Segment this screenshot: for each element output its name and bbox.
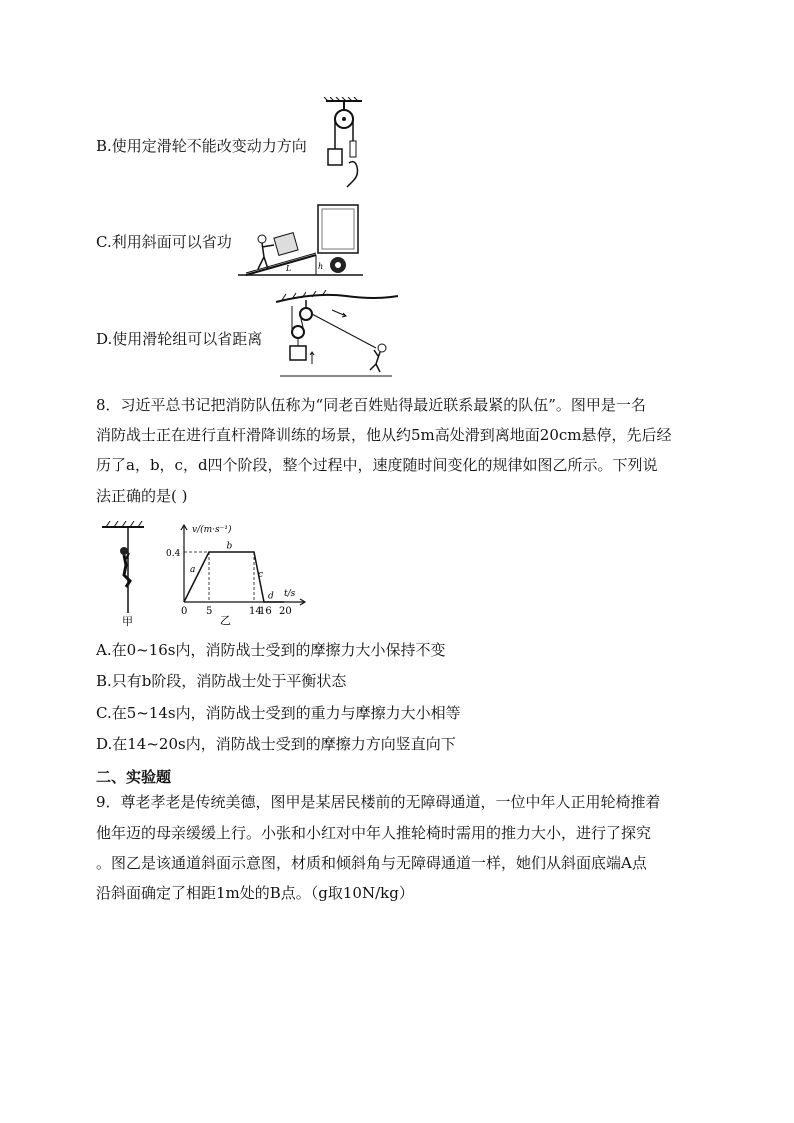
incline-truck-figure	[238, 203, 363, 283]
x-tick-label: 20	[279, 606, 292, 617]
q9-line-2: 他年迈的母亲缓缓上行。小张和小红对中年人推轮椅时需用的推力大小，进行了探究	[96, 824, 652, 842]
x-tick-label: 0	[181, 606, 188, 617]
fixed-pulley-figure	[322, 97, 372, 192]
svg-text:h: h	[318, 262, 324, 271]
phase-label-a: a	[190, 565, 196, 575]
q8-option-d: D.在14~20s内，消防战士受到的摩擦力方向竖直向下	[96, 735, 456, 753]
q8-option-b: B.只有b阶段，消防战士处于平衡状态	[96, 672, 347, 690]
x-tick-label: 14	[249, 606, 262, 617]
option-d: D.使用滑轮组可以省距离	[96, 330, 263, 348]
q8-line-3: 历了a，b，c，d四个阶段，整个过程中，速度随时间变化的规律如图乙所示。下列说	[96, 456, 658, 474]
label-yi: 乙	[220, 614, 231, 627]
q8-line-4: 法正确的是( )	[96, 487, 188, 505]
section-heading: 二、实验题	[96, 768, 172, 786]
y-tick-label: 0.4	[166, 549, 181, 559]
x-axis-label: t/s	[284, 589, 296, 599]
phase-label-d: d	[268, 591, 274, 602]
q8-option-c: C.在5~14s内，消防战士受到的重力与摩擦力大小相等	[96, 704, 461, 722]
label-jia: 甲	[122, 615, 133, 628]
firefighter-figure	[100, 521, 160, 629]
option-b: B.使用定滑轮不能改变动力方向	[96, 137, 307, 155]
svg-text:L: L	[286, 264, 292, 273]
pulley-group-figure	[272, 290, 402, 380]
q8-line-1: 8．习近平总书记把消防队伍称为“同老百姓贴得最近联系最紧的队伍”。图甲是一名	[96, 396, 646, 414]
x-tick-label: 16	[259, 606, 272, 617]
phase-label-b: b	[226, 541, 233, 552]
vt-graph	[166, 520, 316, 630]
y-axis-label: v/(m·s⁻¹)	[192, 525, 232, 535]
option-c: C.利用斜面可以省功	[96, 233, 232, 251]
q9-line-4: 沿斜面确定了相距1m处的B点。（g取10N/kg）	[96, 884, 414, 902]
phase-label-c: c	[258, 570, 264, 580]
q8-option-a: A.在0~16s内，消防战士受到的摩擦力大小保持不变	[96, 641, 446, 659]
x-tick-label: 5	[206, 606, 213, 617]
q8-line-2: 消防战士正在进行直杆滑降训练的场景，他从约5m高处滑到离地面20cm悬停，先后经	[96, 426, 672, 444]
q9-line-3: 。图乙是该通道斜面示意图，材质和倾斜角与无障碍通道一样，她们从斜面底端A点	[96, 854, 647, 872]
q9-line-1: 9．尊老孝老是传统美德，图甲是某居民楼前的无障碍通道，一位中年人正用轮椅推着	[96, 793, 661, 811]
